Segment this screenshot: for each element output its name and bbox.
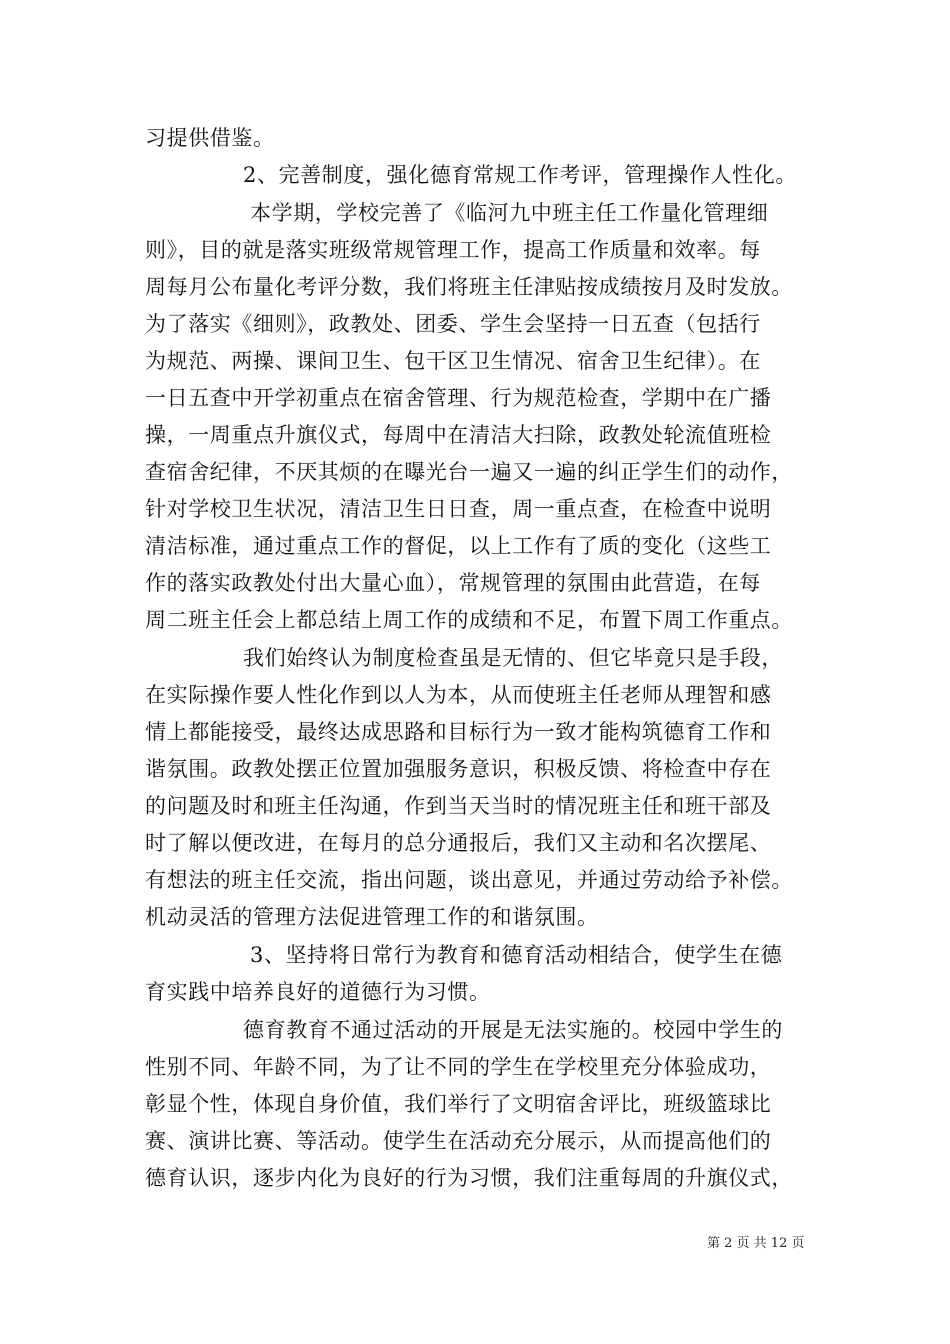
text-line: 机动灵活的管理方法促进管理工作的和谐氛围。 bbox=[145, 905, 599, 929]
text-line: 我们始终认为制度检查虽是无情的、但它毕竟只是手段， bbox=[243, 646, 783, 670]
text-line: 赛、演讲比赛、等活动。使学生在活动充分展示，从而提高他们的 bbox=[145, 1129, 772, 1153]
text-line: 作的落实政教处付出大量心血），常规管理的氛围由此营造，在每 bbox=[145, 571, 761, 595]
text-line: 的问题及时和班主任沟通，作到当天当时的情况班主任和班干部及 bbox=[145, 794, 772, 818]
text-line: 清洁标准，通过重点工作的督促，以上工作有了质的变化（这些工 bbox=[145, 534, 772, 558]
section-heading: 2、完善制度，强化德育常规工作考评，管理操作人性化。 bbox=[243, 163, 797, 187]
text-line: 有想法的班主任交流，指出问题，谈出意见，并通过劳动给予补偿。 bbox=[145, 868, 793, 892]
text-line: 谐氛围。政教处摆正位置加强服务意识，积极反馈、将检查中存在 bbox=[145, 757, 772, 781]
text-line: 周每月公布量化考评分数，我们将班主任津贴按成绩按月及时发放。 bbox=[145, 275, 793, 299]
text-line: 性别不同、年龄不同，为了让不同的学生在学校里充分体验成功， bbox=[145, 1055, 772, 1079]
text-line: 周二班主任会上都总结上周工作的成绩和不足，布置下周工作重点。 bbox=[145, 608, 793, 632]
section-heading: 3、坚持将日常行为教育和德育活动相结合，使学生在德 bbox=[250, 943, 783, 967]
text-line: 则》，目的就是落实班级常规管理工作，提高工作质量和效率。每 bbox=[145, 238, 761, 262]
text-line: 彰显个性，体现自身价值，我们举行了文明宿舍评比，班级篮球比 bbox=[145, 1092, 772, 1116]
text-line: 操，一周重点升旗仪式，每周中在清洁大扫除，政教处轮流值班检 bbox=[145, 423, 772, 447]
text-line: 本学期，学校完善了《临河九中班主任工作量化管理细 bbox=[250, 201, 769, 225]
text-line: 为规范、两操、课间卫生、包干区卫生情况、宿舍卫生纪律）。在 bbox=[145, 349, 761, 373]
text-line: 习提供借鉴。 bbox=[145, 126, 275, 150]
text-line: 时了解以便改进，在每月的总分通报后，我们又主动和名次摆尾、 bbox=[145, 831, 772, 855]
text-line: 一日五查中开学初重点在宿舍管理、行为规范检查，学期中在广播 bbox=[145, 386, 772, 410]
text-line: 针对学校卫生状况，清洁卫生日日查，周一重点查，在检查中说明 bbox=[145, 497, 772, 521]
text-line: 德育认识，逐步内化为良好的行为习惯，我们注重每周的升旗仪式， bbox=[145, 1166, 793, 1190]
text-line: 德育教育不通过活动的开展是无法实施的。校园中学生的 bbox=[243, 1018, 783, 1042]
text-line: 在实际操作要人性化作到以人为本，从而使班主任老师从理智和感 bbox=[145, 683, 772, 707]
text-line: 为了落实《细则》，政教处、团委、学生会坚持一日五查（包括行 bbox=[145, 312, 761, 336]
page-number: 第 2 页 共 12 页 bbox=[707, 1236, 805, 1251]
text-line: 查宿舍纪律，不厌其烦的在曝光台一遍又一遍的纠正学生们的动作， bbox=[145, 460, 793, 484]
text-line: 情上都能接受，最终达成思路和目标行为一致才能构筑德育工作和 bbox=[145, 720, 772, 744]
text-line: 育实践中培养良好的道德行为习惯。 bbox=[145, 980, 491, 1004]
